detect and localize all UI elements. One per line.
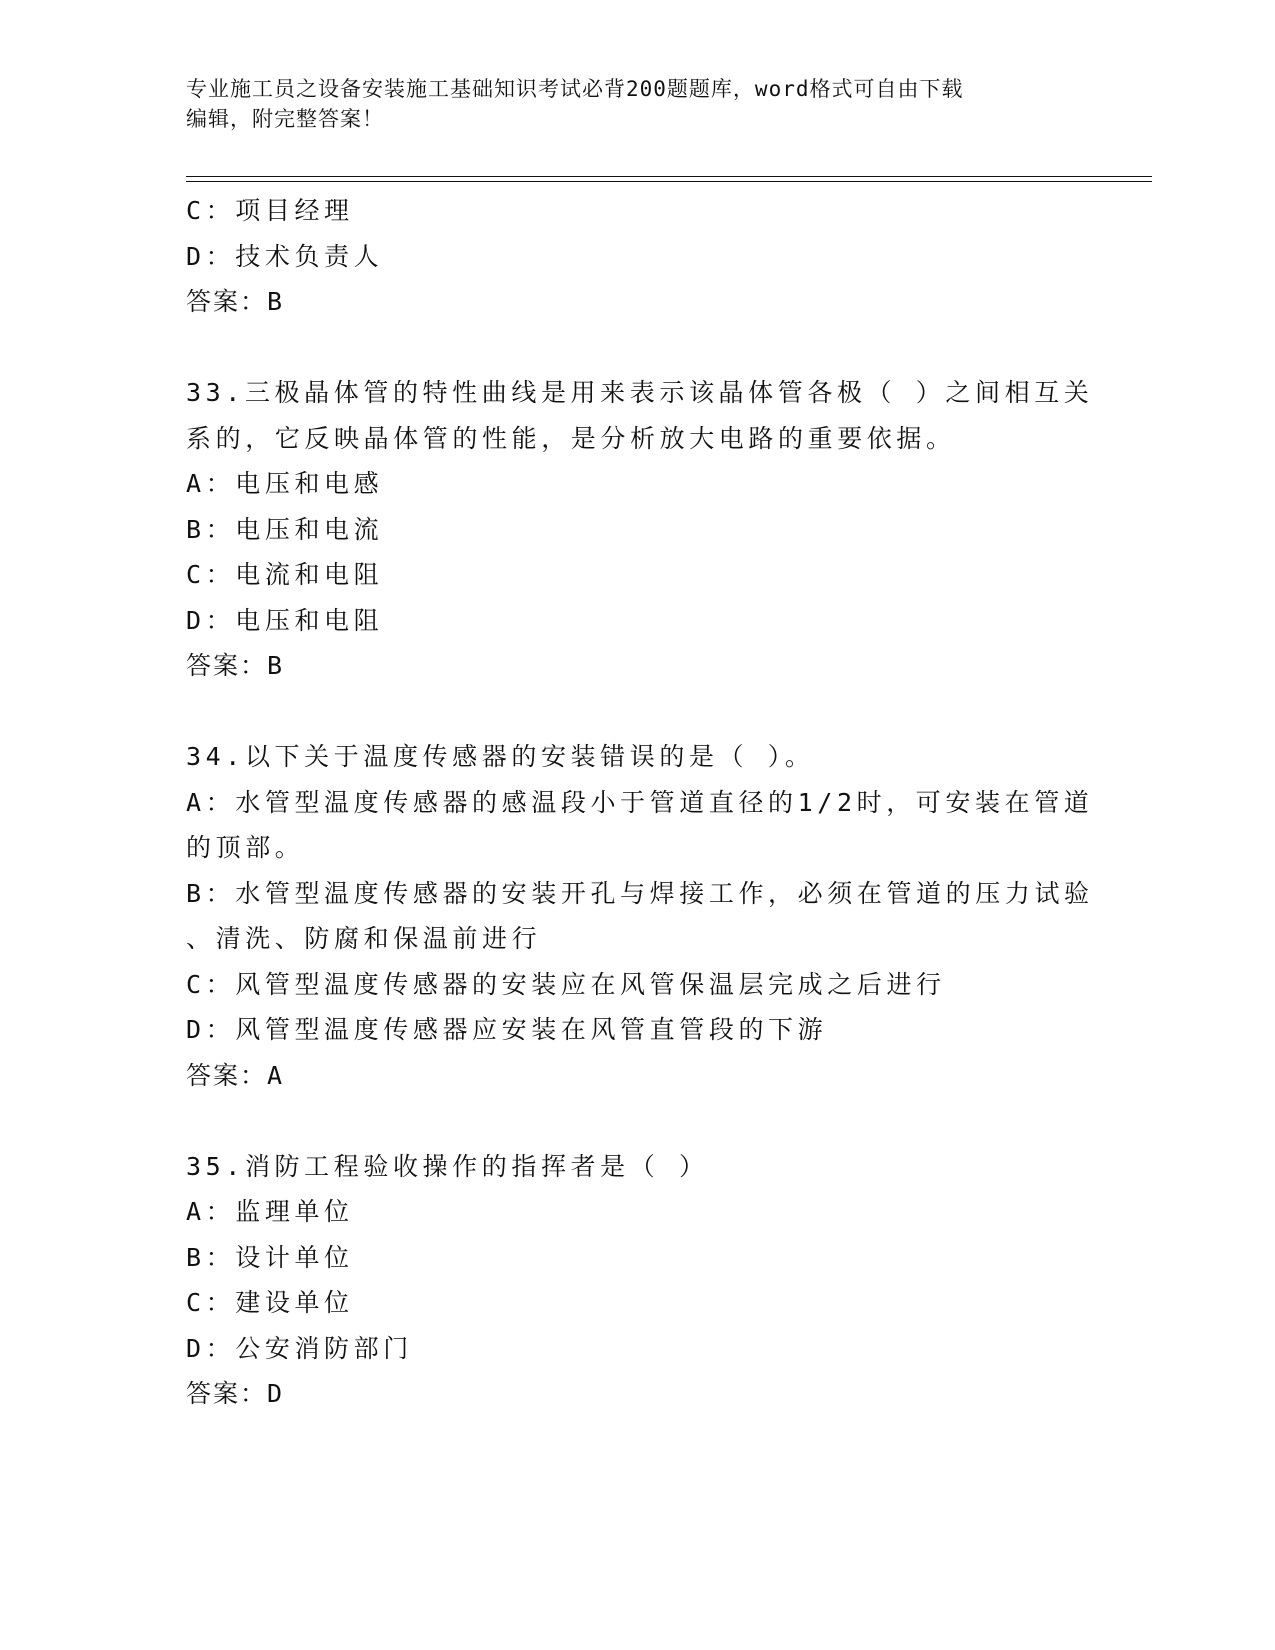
question-stem: 35.消防工程验收操作的指挥者是（ ） bbox=[186, 1151, 709, 1181]
header-divider bbox=[186, 181, 1152, 182]
spacer bbox=[186, 1098, 1086, 1144]
answer-text: 答案：A bbox=[186, 1060, 285, 1090]
option-text: B：设计单位 bbox=[186, 1242, 354, 1272]
option-text: A：水管型温度传感器的感温段小于管道直径的1/2时，可安装在管道 bbox=[186, 787, 1094, 817]
question-stem: 系的，它反映晶体管的性能，是分析放大电路的重要依据。 bbox=[186, 423, 956, 453]
option-text: 的顶部。 bbox=[186, 833, 305, 862]
option-text: C：建设单位 bbox=[186, 1288, 354, 1317]
option-text: C：风管型温度传感器的安装应在风管保温层完成之后进行 bbox=[186, 969, 946, 999]
header-line: 专业施工员之设备安装施工基础知识考试必背200题题库，word格式可自由下载 bbox=[186, 77, 964, 101]
option-text: B：水管型温度传感器的安装开孔与焊接工作，必须在管道的压力试验 bbox=[186, 878, 1094, 908]
option-text: D：风管型温度传感器应安装在风管直管段的下游 bbox=[186, 1015, 828, 1044]
question-stem: 34.以下关于温度传感器的安装错误的是（ ）。 bbox=[186, 742, 815, 771]
option-text: D：电压和电阻 bbox=[186, 605, 384, 635]
option-text: D：公安消防部门 bbox=[186, 1333, 413, 1363]
option-text: 、清洗、防腐和保温前进行 bbox=[186, 924, 542, 953]
option-text: A：电压和电感 bbox=[186, 469, 384, 498]
question-stem: 33.三极晶体管的特性曲线是用来表示该晶体管各极（ ）之间相互关 bbox=[186, 378, 1094, 407]
option-text: D：技术负责人 bbox=[186, 241, 384, 271]
answer-text: 答案：B bbox=[186, 651, 285, 680]
header-line: 编辑，附完整答案！ bbox=[186, 107, 384, 131]
answer-text: 答案：D bbox=[186, 1379, 285, 1408]
option-text: B：电压和电流 bbox=[186, 514, 384, 544]
spacer bbox=[186, 689, 1086, 735]
answer-text: 答案：B bbox=[186, 287, 285, 316]
option-text: A：监理单位 bbox=[186, 1197, 354, 1226]
spacer bbox=[186, 325, 1086, 371]
header-divider bbox=[186, 176, 1152, 177]
question-content bbox=[186, 188, 1094, 1417]
option-text: C：项目经理 bbox=[186, 196, 354, 225]
option-text: C：电流和电阻 bbox=[186, 560, 384, 589]
document-header bbox=[186, 74, 1066, 134]
